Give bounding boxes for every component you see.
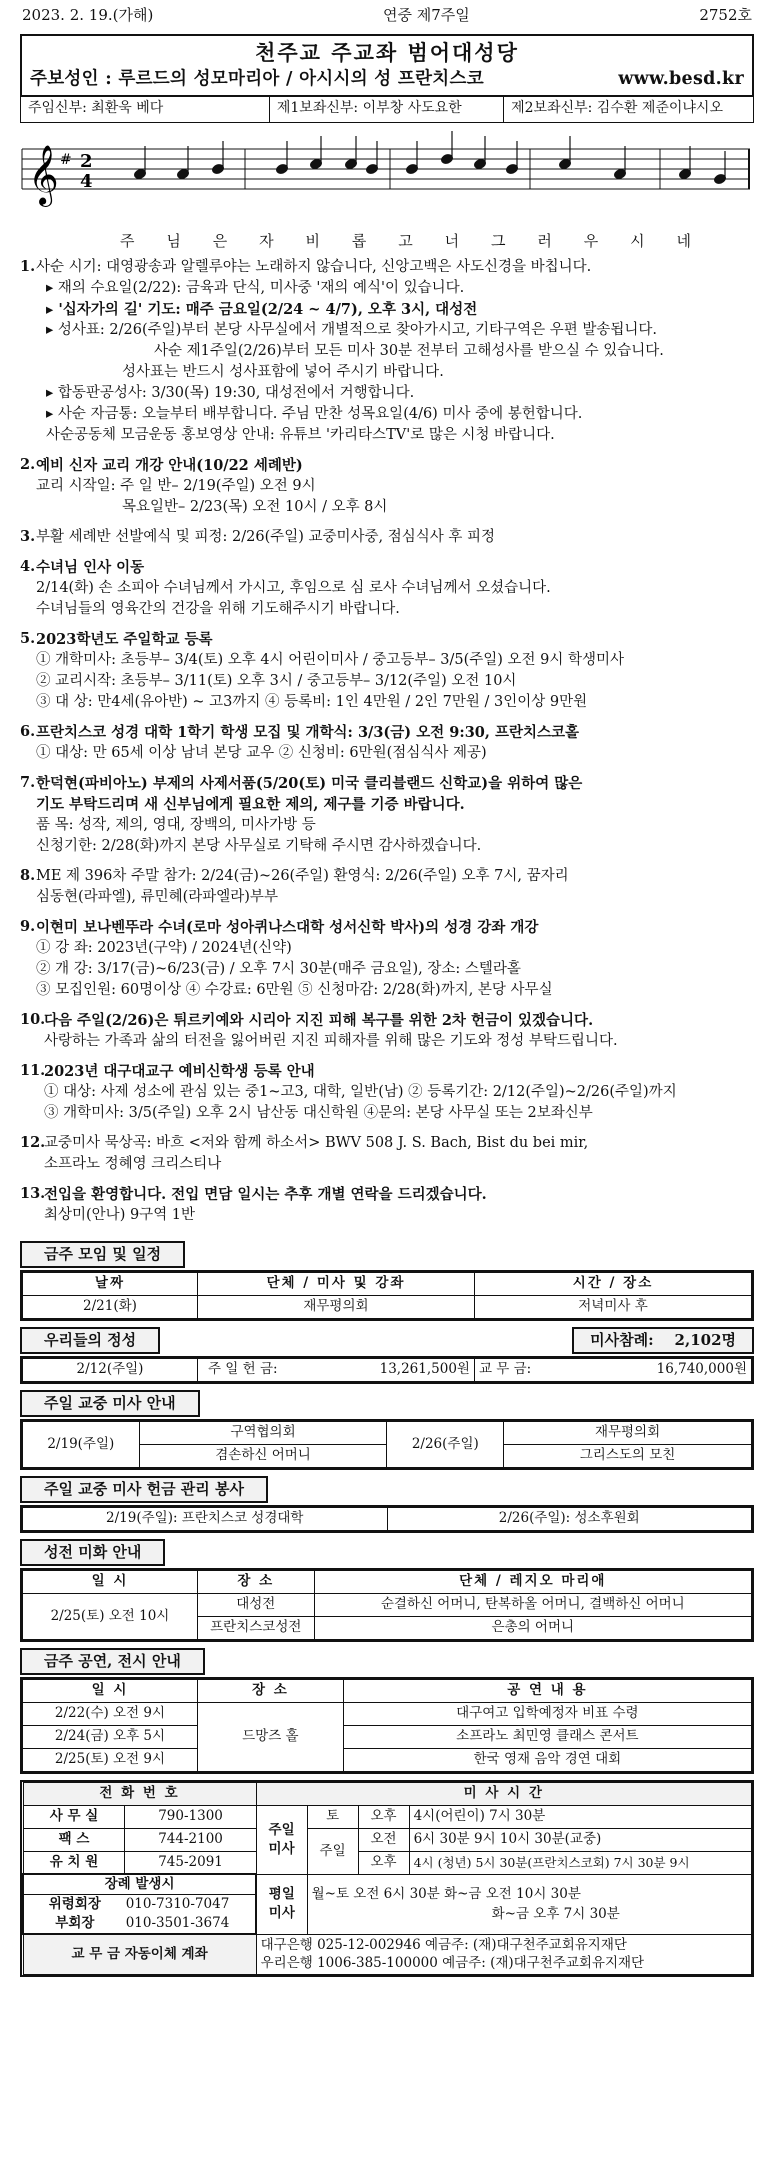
notice-number: 4. <box>20 557 36 575</box>
meeting-date: 2/21(화) <box>23 1295 198 1318</box>
notice-line: 기도 부탁드리며 새 신부님에게 필요한 제의, 제구를 기증 바랍니다. <box>36 795 465 813</box>
pastor: 주임신부: 최환욱 베다 <box>21 97 270 122</box>
notice-item <box>20 1184 754 1226</box>
lyric-syllable: 님 <box>166 231 182 250</box>
flowers-place: 프란치스코성전 <box>197 1616 314 1639</box>
assistant-priest-1: 제1보좌신부: 이부창 사도요한 <box>270 97 504 122</box>
weekly-meetings-table <box>20 1270 754 1321</box>
notice-line: 예비 신자 교리 개강 안내(10/22 세례반) <box>36 456 303 474</box>
lyric-syllable: 비 <box>305 231 321 250</box>
lyric-syllable: 자 <box>259 231 275 250</box>
offering-service-heading: 주일 교중 미사 헌금 관리 봉사 <box>20 1476 268 1503</box>
assistant-priest-2: 제2보좌신부: 김수환 제준이냐시오 <box>511 99 723 116</box>
notice-item <box>20 257 754 446</box>
notice-line: 수녀님 인사 이동 <box>36 558 145 576</box>
weekday-times <box>307 1874 751 1934</box>
notice-number: 9. <box>20 917 36 935</box>
website-link[interactable]: www.besd.kr <box>618 69 744 90</box>
col-place: 장 소 <box>197 1570 314 1593</box>
col-group: 단체 / 레지오 마리애 <box>314 1570 751 1593</box>
lyric-syllable: 네 <box>676 231 692 250</box>
notice-number: 11. <box>20 1061 46 1079</box>
notice-item <box>20 1061 754 1124</box>
weekly-meetings-heading: 금주 모임 및 일정 <box>20 1241 185 1268</box>
weekday-mass-label: 평일 미사 <box>256 1874 307 1934</box>
notice-line: ▸ '십자가의 길' 기도: 매주 금요일(2/24 ~ 4/7), 오후 3시, 대성전 <box>46 300 478 318</box>
weekday-line-1: 월~토 오전 6시 30분 화~금 오전 10시 30분 <box>311 1885 581 1902</box>
notice-line: ▸ 재의 수요일(2/22): 금육과 단식, 미사중 '재의 예식'이 있습니다. <box>46 279 465 296</box>
notice-number: 1. <box>20 257 36 275</box>
funeral-heading: 장례 발생시 <box>24 1875 255 1895</box>
sun-am-period: 오전 <box>358 1828 409 1851</box>
notice-item <box>20 1010 754 1052</box>
notice-line: ② 개 강: 3/17(금)~6/23(금) / 오후 7시 30분(매주 금요일), 장소: 스텔라홀 <box>36 960 521 977</box>
event-title: 소프라노 최민영 클래스 콘서트 <box>343 1725 751 1748</box>
account-daegu-bank: 대구은행 025-12-002946 예금주: (재)대구천주교회유지재단 <box>260 1936 627 1953</box>
notice-line: 소프라노 정혜영 크리스티나 <box>44 1155 222 1172</box>
lyric-syllable: 롭 <box>351 231 368 250</box>
notice-line: ① 강 좌: 2023년(구약) / 2024년(신약) <box>36 939 292 956</box>
table-row <box>23 1295 752 1318</box>
funeral-head-label: 위령회장 <box>48 1896 101 1913</box>
meeting-group: 재무평의회 <box>197 1295 474 1318</box>
mass-group: 구역협의회 <box>139 1421 387 1444</box>
fax-number: 744-2100 <box>125 1828 256 1851</box>
performances-table <box>20 1677 754 1774</box>
notice-line: ① 대상: 사제 성소에 관심 있는 중1~고3, 대학, 일반(남) ② 등록기간: 2/12(주일)~2/26(주일)까지 <box>44 1083 677 1100</box>
flowers-place: 대성전 <box>197 1593 314 1616</box>
col-datetime: 일 시 <box>23 1679 198 1702</box>
notice-number: 8. <box>20 866 36 884</box>
mass-legio: 그리스도의 모친 <box>504 1444 752 1467</box>
offering-table <box>20 1356 754 1384</box>
mass-legio: 겸손하신 어머니 <box>139 1444 387 1467</box>
time-signature-top: 2 <box>80 150 93 172</box>
col-group: 단체 / 미사 및 강좌 <box>197 1272 474 1295</box>
notice-line: ① 개학미사: 초등부– 3/4(토) 오후 4시 어린이미사 / 중고등부– 3/5(주일) 오전 9시 학생미사 <box>36 651 625 668</box>
header-line <box>20 0 754 30</box>
notice-item <box>20 455 754 518</box>
parish-title: 천주교 주교좌 범어대성당 <box>255 40 519 65</box>
notice-line: 2023학년도 주일학교 등록 <box>36 630 213 648</box>
fax-label: 팩 스 <box>23 1828 125 1851</box>
notice-line: ③ 개학미사: 3/5(주일) 오후 2시 남산동 대신학원 ④문의: 본당 사무실 또는 2보좌신부 <box>44 1104 593 1121</box>
notice-item <box>20 527 754 548</box>
offering-service-table <box>20 1505 754 1533</box>
notice-number: 3. <box>20 527 36 545</box>
attendance-label: 미사참례: <box>590 1330 654 1349</box>
lyric-syllable: 너 <box>444 231 461 250</box>
notice-item <box>20 629 754 713</box>
notice-line: ▸ 합동판공성사: 3/30(목) 19:30, 대성전에서 거행합니다. <box>46 384 415 401</box>
funeral-head-phone[interactable]: 010-7310-7047 <box>125 1896 230 1913</box>
offering-heading: 우리들의 정성 <box>20 1327 160 1354</box>
office-phone[interactable]: 790-1300 <box>125 1805 256 1828</box>
notice-item <box>20 773 754 857</box>
notice-line: 한덕현(파비아노) 부제의 사제서품(5/20(토) 미국 클리블랜드 신학교)을 위하여 많은 <box>36 774 583 792</box>
music-staff <box>20 129 754 229</box>
lyric-syllable: 그 <box>491 231 507 250</box>
time-signature-bottom: 4 <box>80 170 93 192</box>
notice-item <box>20 866 754 908</box>
sat-times: 4시(어린이) 7시 30분 <box>409 1805 751 1828</box>
notice-line: 사순공동체 모금운동 홍보영상 안내: 유튜브 '카리타스TV'로 많은 시청 바랍니다. <box>46 426 555 443</box>
service-item: 2/19(주일): 프란치스코 성경대학 <box>23 1507 388 1530</box>
treble-clef-icon: 𝄞 <box>28 144 59 205</box>
patron-line <box>22 67 752 95</box>
liturgical-week: 연중 제7주일 <box>382 5 470 24</box>
pastor-row <box>20 97 754 123</box>
flowers-date: 2/25(토) 오전 10시 <box>23 1593 198 1639</box>
event-date: 2/24(금) 오후 5시 <box>23 1725 198 1748</box>
notice-line: ▸ 사순 자금통: 오늘부터 배부합니다. 주님 만찬 성목요일(4/6) 미사 중에 봉헌합니다. <box>46 405 583 422</box>
notice-line: 신청기한: 2/28(화)까지 본당 사무실로 기탁해 주시면 감사하겠습니다. <box>36 837 482 854</box>
notice-line: ① 대상: 만 65세 이상 남녀 본당 교우 ② 신청비: 6만원(점심식사 제공) <box>36 744 487 761</box>
notice-line: 전입을 환영합니다. 전입 면담 일시는 추후 개별 연락을 드리겠습니다. <box>44 1185 487 1203</box>
flowers-groups: 은총의 어머니 <box>314 1616 751 1639</box>
notice-line: 교중미사 묵상곡: 바흐 <저와 함께 하소서> BWV 508 J. S. Bach, Bist du bei mir, <box>44 1134 589 1151</box>
sunday-mass-heading: 주일 교중 미사 안내 <box>20 1390 200 1417</box>
flowers-groups: 순결하신 어머니, 탄복하올 어머니, 결백하신 어머니 <box>314 1593 751 1616</box>
event-title: 한국 영재 음악 경연 대회 <box>343 1748 751 1771</box>
notice-line: 다음 주일(2/26)은 튀르키예와 시리아 지진 피해 복구를 위한 2차 헌금이 있겠습니다. <box>44 1011 594 1029</box>
event-date: 2/22(수) 오전 9시 <box>23 1702 198 1725</box>
event-place: 드망즈 홀 <box>197 1702 343 1771</box>
sun-pm-times: 4시 (청년) 5시 30분(프란치스코회) 7시 30분 9시 <box>409 1851 751 1874</box>
notice-item <box>20 917 754 1001</box>
notice-line: 최상미(안나) 9구역 1반 <box>44 1206 196 1223</box>
notice-line: 심동현(라파엘), 류민혜(라파엘라)부부 <box>36 888 278 905</box>
notice-line: 목요일반– 2/23(목) 오전 10시 / 오후 8시 <box>122 498 388 515</box>
notice-number: 13. <box>20 1184 46 1202</box>
notice-item <box>20 1133 754 1175</box>
lyric-syllable: 시 <box>630 231 646 250</box>
collection-value: 13,261,500원 <box>314 1358 474 1381</box>
mass-time-heading: 미 사 시 간 <box>256 1782 751 1805</box>
mass-group: 재무평의회 <box>504 1421 752 1444</box>
sunday-mass-label: 주일 미사 <box>256 1805 307 1874</box>
notice-item <box>20 722 754 764</box>
notice-line: 사순 시기: 대영광송과 알렐루야는 노래하지 않습니다, 신앙고백은 사도신경을 바칩니다. <box>36 258 592 275</box>
notice-line: 수녀님들의 영육간의 건강을 위해 기도해주시기 바랍니다. <box>36 600 400 617</box>
notice-number: 12. <box>20 1133 46 1151</box>
lyric-syllable: 주 <box>120 231 136 250</box>
notice-line: 사랑하는 가족과 삶의 터전을 잃어버린 지진 피해자를 위해 많은 기도와 정성 부탁드립니다. <box>44 1032 618 1049</box>
account-list <box>256 1934 751 1975</box>
notice-line: ② 교리시작: 초등부– 3/11(토) 오후 3시 / 중고등부– 3/12(주일) 오전 10시 <box>36 672 517 689</box>
masthead <box>20 34 754 97</box>
tithe-label: 교 무 금: <box>474 1358 591 1381</box>
attendance-value: 2,102명 <box>674 1330 736 1349</box>
altar-flowers-heading: 성전 미화 안내 <box>20 1539 165 1566</box>
lyric-syllable: 은 <box>212 231 229 250</box>
notice-line: 이현미 보나벤뚜라 수녀(로마 성아퀴나스대학 성서신학 박사)의 성경 강좌 개강 <box>36 918 539 936</box>
collection-label: 주 일 헌 금: <box>197 1358 314 1381</box>
lyric-syllable: 고 <box>398 231 414 250</box>
weekday-line-2: 화~금 오후 7시 30분 <box>491 1906 620 1923</box>
phone-heading: 전 화 번 호 <box>23 1782 256 1805</box>
lyric-syllable: 우 <box>583 231 600 250</box>
funeral-box <box>23 1874 256 1934</box>
notice-number: 6. <box>20 722 36 740</box>
meeting-time: 저녁미사 후 <box>474 1295 751 1318</box>
kindergarten-label: 유 치 원 <box>23 1851 125 1874</box>
office-label: 사 무 실 <box>23 1805 125 1828</box>
notice-line: ▸ 성사표: 2/26(주일)부터 본당 사무실에서 개별적으로 찾아가시고, 기타구역은 우편 발송됩니다. <box>46 321 657 338</box>
patron-saints: 주보성인 : 루르드의 성모마리아 / 아시시의 성 프란치스코 <box>30 69 484 90</box>
saturday-label: 토 <box>307 1805 358 1828</box>
notice-line: 성사표는 반드시 성사표함에 넣어 주시기 바랍니다. <box>122 363 444 380</box>
notice-line: ③ 대 상: 만4세(유아반) ~ 고3까지 ④ 등록비: 1인 4만원 / 2인 7만원 / 3인이상 9만원 <box>36 693 588 710</box>
sun-pm-period: 오후 <box>358 1851 409 1874</box>
notice-line: 프란치스코 성경 대학 1학기 학생 모집 및 개학식: 3/3(금) 오전 9:30, 프란치스코홀 <box>36 723 580 741</box>
col-datetime: 일 시 <box>23 1570 198 1593</box>
mass-date: 2/26(주일) <box>387 1421 504 1467</box>
offering-date: 2/12(주일) <box>23 1358 198 1381</box>
footer-info <box>20 1780 754 1977</box>
notice-list <box>20 257 754 1226</box>
attendance-box <box>572 1327 754 1354</box>
notice-line: ③ 모집인원: 60명이상 ④ 수강료: 6만원 ⑤ 신청마감: 2/28(화)까지, 본당 사무실 <box>36 981 553 998</box>
col-program: 공 연 내 용 <box>343 1679 751 1702</box>
sunday-mass-table <box>20 1419 754 1470</box>
notice-line: 품 목: 성작, 제의, 영대, 장백의, 미사가방 등 <box>36 816 316 833</box>
altar-flowers-table <box>20 1568 754 1642</box>
bulletin-date: 2023. 2. 19.(가해) <box>22 5 154 24</box>
funeral-vice-label: 부회장 <box>55 1915 95 1932</box>
performances-heading: 금주 공연, 전시 안내 <box>20 1648 205 1675</box>
lyrics-line <box>20 231 754 253</box>
notice-number: 10. <box>20 1010 46 1028</box>
service-item: 2/26(주일): 성소후원회 <box>387 1507 752 1530</box>
notice-number: 7. <box>20 773 36 791</box>
col-date: 날짜 <box>23 1272 198 1295</box>
notice-line: 2023년 대구대교구 예비신학생 등록 안내 <box>44 1062 315 1080</box>
account-woori-bank: 우리은행 1006-385-100000 예금주: (재)대구천주교회유지재단 <box>260 1955 645 1972</box>
col-place: 장 소 <box>197 1679 343 1702</box>
notice-number: 5. <box>20 629 36 647</box>
event-title: 대구여고 입학예정자 비표 수령 <box>343 1702 751 1725</box>
lyric-syllable: 러 <box>537 231 553 250</box>
funeral-vice-phone[interactable]: 010-3501-3674 <box>125 1915 230 1932</box>
notice-line: ME 제 396차 주말 참가: 2/24(금)~26(주일) 환영식: 2/26(주일) 오후 7시, 꿈자리 <box>36 867 569 884</box>
tithe-value: 16,740,000원 <box>591 1358 751 1381</box>
notice-line: 2/14(화) 손 소피아 수녀님께서 가시고, 후임으로 심 로사 수녀님께서 오셨습니다. <box>36 579 551 596</box>
notice-line: 사순 제1주일(2/26)부터 모든 미사 30분 전부터 고해성사를 받으실 수 있습니다. <box>154 342 664 359</box>
sun-am-times: 6시 30분 9시 10시 30분(교중) <box>409 1828 751 1851</box>
event-date: 2/25(토) 오전 9시 <box>23 1748 198 1771</box>
notice-line: 부활 세례반 선발예식 및 피정: 2/26(주일) 교중미사중, 점심식사 후 피정 <box>36 528 496 545</box>
col-time-place: 시간 / 장소 <box>474 1272 751 1295</box>
mass-date: 2/19(주일) <box>23 1421 140 1467</box>
account-label: 교 무 금 자동이체 계좌 <box>23 1934 256 1975</box>
kindergarten-phone[interactable]: 745-2091 <box>125 1851 256 1874</box>
sunday-label: 주일 <box>307 1828 358 1874</box>
svg-text:#: # <box>60 151 72 168</box>
notice-line: 교리 시작일: 주 일 반– 2/19(주일) 오전 9시 <box>36 477 316 494</box>
issue-number: 2752호 <box>699 5 752 24</box>
staff-notation <box>20 129 754 229</box>
notice-item <box>20 557 754 620</box>
notice-number: 2. <box>20 455 36 473</box>
sat-period: 오후 <box>358 1805 409 1828</box>
